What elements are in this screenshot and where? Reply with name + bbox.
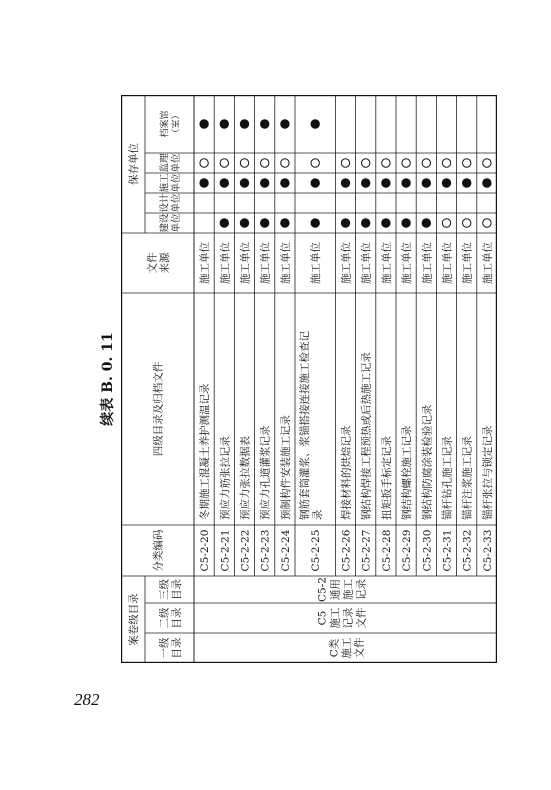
row-document: 扭矩扳手标定记录	[380, 436, 393, 520]
row-code: C5-2-22	[239, 529, 252, 572]
row-source: 施工单位	[481, 242, 494, 284]
page-number: 282	[74, 690, 100, 709]
filled-circle-mark	[402, 179, 410, 187]
open-circle-mark	[341, 159, 349, 167]
group-level2: C5施工记录文件	[316, 607, 368, 629]
filled-circle-mark	[261, 179, 269, 187]
source-header: 文件来源	[146, 252, 171, 274]
row-source: 施工单位	[360, 242, 373, 284]
filled-circle-mark	[442, 179, 450, 187]
open-circle-mark	[240, 159, 248, 167]
row-document: 冬期施工混凝土养护测温记录	[199, 383, 212, 520]
open-circle-mark	[200, 159, 208, 167]
open-circle-mark	[281, 159, 289, 167]
row-document: 焊接材料的烘焙记录	[340, 425, 353, 520]
archive-table	[121, 95, 497, 663]
row-document: 预应力筋张拉记录	[219, 436, 232, 520]
open-circle-mark	[220, 159, 228, 167]
open-circle-mark	[483, 219, 491, 227]
unit-header-2: 设计单位	[159, 193, 182, 213]
filled-circle-mark	[240, 219, 248, 227]
row-source: 施工单位	[461, 242, 474, 284]
row-code: C5-2-27	[360, 529, 373, 572]
filled-circle-mark	[281, 120, 289, 128]
row-document: 锚杆钻孔施工记录	[441, 436, 454, 520]
open-circle-mark	[382, 159, 390, 167]
filled-circle-mark	[463, 179, 471, 187]
open-circle-mark	[463, 159, 471, 167]
row-document: 钢结构螺栓施工记录	[401, 425, 414, 520]
row-source: 施工单位	[441, 242, 454, 284]
level2-header: 二级目录	[158, 607, 183, 629]
keeping-header: 保存单位	[128, 143, 140, 185]
filled-circle-mark	[261, 120, 269, 128]
row-code: C5-2-30	[421, 529, 434, 572]
unit-header-5: 档案馆（室）	[160, 110, 182, 138]
row-document: 预应力孔道灌浆记录	[259, 425, 272, 520]
row-code: C5-2-32	[461, 529, 474, 572]
filled-circle-mark	[402, 219, 410, 227]
row-source: 施工单位	[380, 242, 393, 284]
row-source: 施工单位	[340, 242, 353, 284]
row-source: 施工单位	[310, 242, 323, 284]
row-code: C5-2-29	[401, 529, 414, 572]
group-level3: C5-2通用施工记录	[316, 577, 368, 602]
row-code: C5-2-31	[441, 529, 454, 572]
filled-circle-mark	[220, 179, 228, 187]
row-code: C5-2-28	[380, 529, 393, 572]
row-source: 施工单位	[421, 242, 434, 284]
row-code: C5-2-25	[310, 529, 323, 572]
group-level1: C类施工文件	[328, 637, 366, 659]
open-circle-mark	[483, 159, 491, 167]
open-circle-mark	[362, 159, 370, 167]
catalog-header: 案卷级目录	[128, 593, 140, 646]
row-code: C5-2-26	[340, 529, 353, 572]
row-document: 预应力张拉数据表	[239, 436, 252, 520]
filled-circle-mark	[240, 120, 248, 128]
filled-circle-mark	[422, 179, 430, 187]
open-circle-mark	[311, 159, 319, 167]
filled-circle-mark	[341, 179, 349, 187]
row-source: 施工单位	[199, 242, 212, 284]
filled-circle-mark	[281, 219, 289, 227]
row-code: C5-2-33	[481, 529, 494, 572]
row-source: 施工单位	[219, 242, 232, 284]
open-circle-mark	[442, 159, 450, 167]
docs-header: 四级目录及归档文件	[152, 361, 165, 457]
level1-header: 一级目录	[158, 637, 183, 659]
row-document: 锚杆张拉与锁定记录	[481, 425, 494, 520]
row-document: 锚杆注浆施工记录	[461, 436, 474, 520]
filled-circle-mark	[382, 219, 390, 227]
filled-circle-mark	[362, 219, 370, 227]
level3-header: 三级目录	[158, 579, 183, 600]
filled-circle-mark	[362, 179, 370, 187]
filled-circle-mark	[311, 179, 319, 187]
row-source: 施工单位	[239, 242, 252, 284]
filled-circle-mark	[261, 219, 269, 227]
filled-circle-mark	[220, 120, 228, 128]
open-circle-mark	[422, 159, 430, 167]
code-header: 分类编码	[152, 529, 165, 572]
row-code: C5-2-20	[199, 529, 212, 572]
open-circle-mark	[463, 219, 471, 227]
filled-circle-mark	[220, 219, 228, 227]
rotated-table-page	[97, 95, 497, 663]
filled-circle-mark	[281, 179, 289, 187]
row-document: 钢结构焊接工程预热或后热施工记录	[360, 352, 373, 520]
filled-circle-mark	[483, 179, 491, 187]
open-circle-mark	[442, 219, 450, 227]
row-source: 施工单位	[401, 242, 414, 284]
filled-circle-mark	[240, 179, 248, 187]
row-document: 预制构件安装施工记录	[279, 415, 292, 520]
row-code: C5-2-23	[259, 529, 272, 572]
unit-header-4: 监理单位	[159, 153, 182, 173]
filled-circle-mark	[382, 179, 390, 187]
row-code: C5-2-24	[279, 529, 292, 572]
filled-circle-mark	[200, 179, 208, 187]
filled-circle-mark	[422, 219, 430, 227]
filled-circle-mark	[341, 219, 349, 227]
unit-header-1: 建设单位	[159, 213, 182, 233]
open-circle-mark	[261, 159, 269, 167]
row-source: 施工单位	[259, 242, 272, 284]
row-source: 施工单位	[279, 242, 292, 284]
row-code: C5-2-21	[219, 529, 232, 572]
unit-header-3: 施工单位	[159, 173, 182, 193]
filled-circle-mark	[311, 120, 319, 128]
filled-circle-mark	[311, 219, 319, 227]
table-title: 续表 B. 0. 11	[100, 332, 116, 426]
filled-circle-mark	[200, 120, 208, 128]
row-document: 钢筋套筒灌浆、浆锚搭接连接施工检查记录	[299, 331, 324, 520]
open-circle-mark	[402, 159, 410, 167]
row-document: 钢结构防腐涂装检验记录	[421, 404, 434, 520]
